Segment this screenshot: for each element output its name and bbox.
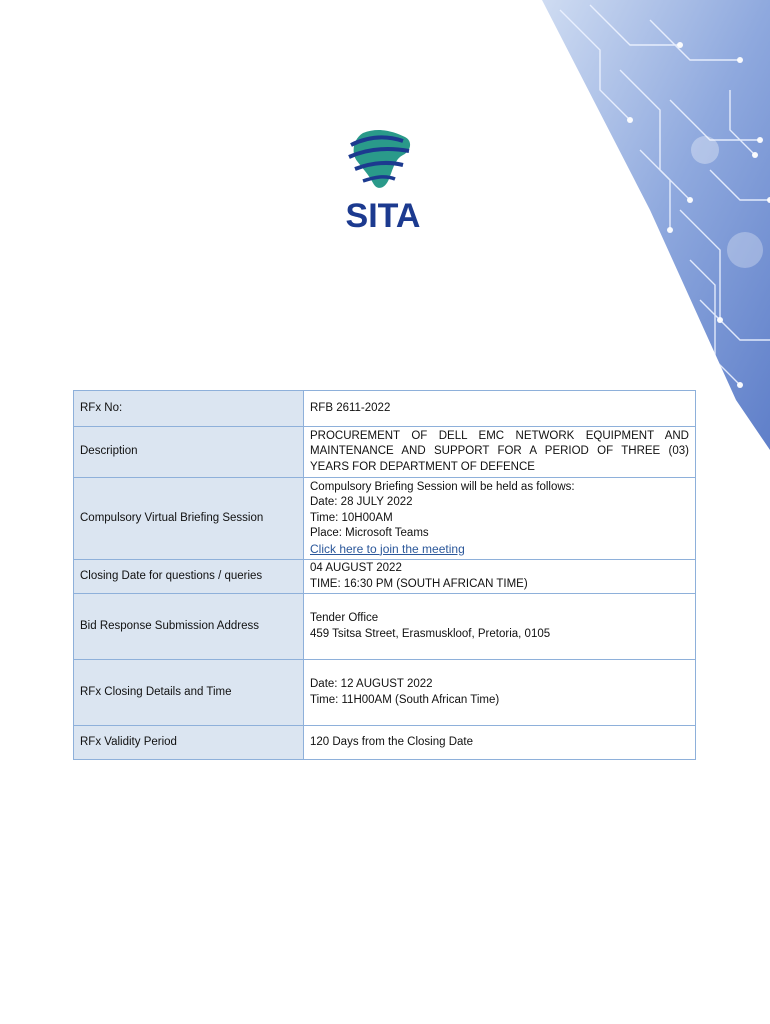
row-label: Description [74,427,304,478]
closing-date: Date: 12 AUGUST 2022 [310,678,433,690]
row-value [304,594,696,660]
join-meeting-link[interactable]: Click here to join the meeting [310,541,465,556]
description-text: PROCUREMENT OF DELL EMC NETWORK EQUIPMENT AND MAINTENANCE AND SUPPORT FOR A PERIOD OF THREE (03) YEARS FOR DEPARTMENT OF DEFENCE [310,429,689,473]
table-row [74,660,696,726]
row-value [304,478,696,560]
row-label: Bid Response Submission Address [74,594,304,660]
logo-text: SITA [345,197,421,235]
submission-address: 459 Tsitsa Street, Erasmuskloof, Pretoria, 0105 [310,627,551,640]
row-label: Closing Date for questions / queries [74,560,304,594]
table-row [74,726,696,760]
row-value [304,726,696,760]
table-row [74,594,696,660]
africa-emblem-icon [333,125,433,195]
row-label: RFx No: [74,391,304,427]
questions-closing-date: 04 AUGUST 2022 [310,562,402,574]
closing-time: Time: 11H00AM (South African Time) [310,693,500,706]
row-value [304,660,696,726]
briefing-time: Time: 10H00AM [310,511,393,524]
briefing-intro: Compulsory Briefing Session will be held as follows: [310,480,575,493]
table-row [74,560,696,594]
rfx-details-table [73,390,696,760]
questions-closing-time: TIME: 16:30 PM (SOUTH AFRICAN TIME) [310,577,528,590]
validity-period: 120 Days from the Closing Date [310,735,473,748]
briefing-place: Place: Microsoft Teams [310,527,429,540]
table-row [74,478,696,560]
row-value [304,391,696,427]
briefing-date: Date: 28 JULY 2022 [310,496,413,509]
row-label: Compulsory Virtual Briefing Session [74,478,304,560]
row-value [304,560,696,594]
rfx-number: RFB 2611-2022 [310,401,391,414]
row-label: RFx Validity Period [74,726,304,760]
submission-office: Tender Office [310,612,379,624]
table-row [74,427,696,478]
row-value [304,427,696,478]
sita-logo [333,125,433,240]
row-label: RFx Closing Details and Time [74,660,304,726]
table-row [74,391,696,427]
